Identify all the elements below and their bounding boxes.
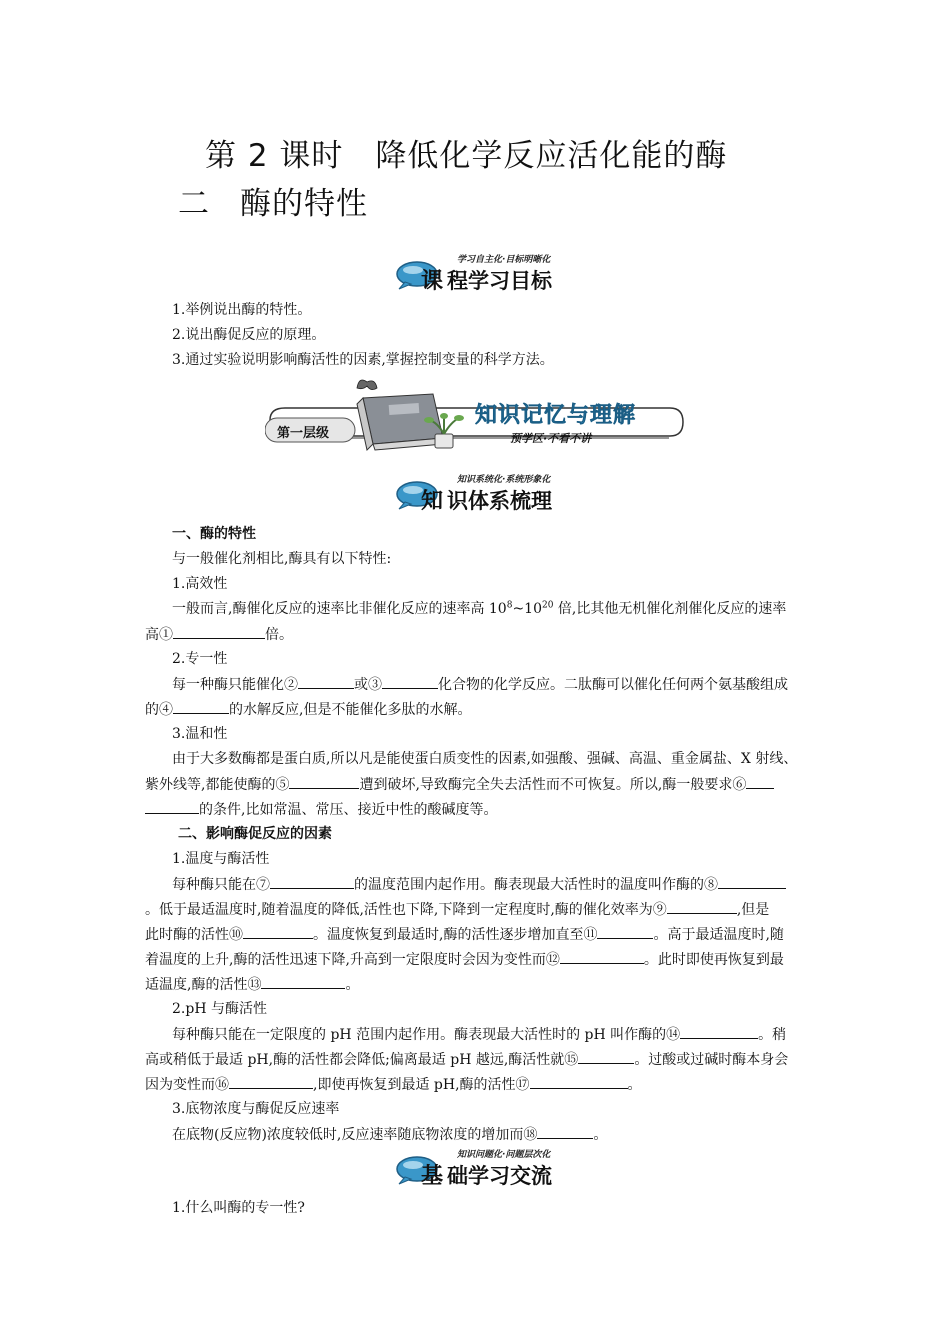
paragraph: 在底物(反应物)浓度较低时,反应速率随底物浓度的增加而⑱ 。 bbox=[172, 1124, 607, 1145]
banner-heading: 知 识体系梳理 bbox=[421, 489, 553, 514]
paragraph: 每种酶只能在⑦ 的温度范围内起作用。酶表现最大活性时的温度叫作酶的⑧ bbox=[172, 874, 786, 895]
paragraph: 因为变性而⑯ ,即使再恢复到最适 pH,酶的活性⑰ 。 bbox=[145, 1074, 642, 1095]
banner-heading: 课 程学习目标 bbox=[421, 269, 553, 294]
answer-blank[interactable] bbox=[530, 1074, 628, 1089]
answer-blank[interactable] bbox=[298, 674, 354, 689]
level-banner bbox=[265, 378, 685, 456]
paragraph: 高或稍低于最适 pH,酶的活性都会降低;偏离最适 pH 越远,酶活性就⑮ 。过酸或过碱时酶本身会 bbox=[145, 1049, 788, 1070]
answer-blank[interactable] bbox=[145, 799, 199, 814]
paragraph: 由于大多数酶都是蛋白质,所以凡是能使蛋白质变性的因素,如强酸、强碱、高温、重金属盐、X 射线、 bbox=[172, 751, 798, 767]
lesson-title: 第 2 课时 降低化学反应活化能的酶 bbox=[205, 138, 728, 174]
answer-blank[interactable] bbox=[537, 1124, 593, 1139]
level-title: 知识记忆与理解 bbox=[475, 403, 637, 428]
answer-blank[interactable] bbox=[667, 899, 737, 914]
question: 1.什么叫酶的专一性? bbox=[172, 1200, 305, 1216]
banner-learning-goals bbox=[395, 252, 565, 294]
objective-item: 3.通过实验说明影响酶活性的因素,掌握控制变量的科学方法。 bbox=[172, 352, 554, 368]
banner-tag: 知识系统化·系统形象化 bbox=[457, 475, 551, 485]
answer-blank[interactable] bbox=[718, 874, 786, 889]
paragraph: 一般而言,酶催化反应的速率比非催化反应的速率高 $10^8\sim 10^{20}$ 倍,比其他无机催化剂催化反应的速率 bbox=[172, 600, 787, 617]
answer-blank[interactable] bbox=[270, 874, 354, 889]
answer-blank[interactable] bbox=[173, 699, 229, 714]
section-title bbox=[178, 178, 368, 223]
paragraph: 每一种酶只能催化② 或③ 化合物的化学反应。二肽酶可以催化任何两个氨基酸组成 bbox=[172, 674, 788, 695]
section-heading: 二、影响酶促反应的因素 bbox=[178, 826, 332, 842]
paragraph: 的④ 的水解反应,但是不能催化多肽的水解。 bbox=[145, 699, 471, 720]
answer-blank[interactable] bbox=[243, 924, 313, 939]
answer-blank[interactable] bbox=[680, 1024, 758, 1039]
answer-blank[interactable] bbox=[173, 624, 265, 639]
paragraph: 每种酶只能在一定限度的 pH 范围内起作用。酶表现最大活性时的 pH 叫作酶的⑭ 。稍 bbox=[172, 1024, 786, 1045]
banner-basic-exchange bbox=[395, 1147, 565, 1189]
answer-blank[interactable] bbox=[560, 949, 644, 964]
answer-blank[interactable] bbox=[578, 1049, 634, 1064]
subheading: 3.温和性 bbox=[172, 726, 228, 742]
subheading: 1.高效性 bbox=[172, 576, 228, 592]
section-heading: 一、酶的特性 bbox=[172, 526, 256, 542]
paragraph: 着温度的上升,酶的活性迅速下降,升高到一定限度时会因为变性而⑫ 。此时即使再恢复到最 bbox=[145, 949, 784, 970]
subheading: 2.pH 与酶活性 bbox=[172, 1001, 267, 1017]
paragraph: 此时酶的活性⑩ 。温度恢复到最适时,酶的活性逐步增加直至⑪ 。高于最适温度时,随 bbox=[145, 924, 784, 945]
level-label: 第一层级 bbox=[277, 426, 330, 441]
paragraph: 紫外线等,都能使酶的⑤ 遭到破坏,导致酶完全失去活性而不可恢复。所以,酶一般要求⑥ bbox=[145, 774, 774, 795]
answer-blank[interactable] bbox=[229, 1074, 313, 1089]
objective-item: 1.举例说出酶的特性。 bbox=[172, 302, 312, 318]
banner-tag: 知识问题化·问题层次化 bbox=[457, 1150, 551, 1160]
subheading: 3.底物浓度与酶促反应速率 bbox=[172, 1101, 340, 1117]
answer-blank[interactable] bbox=[289, 774, 359, 789]
answer-blank[interactable] bbox=[746, 774, 774, 789]
answer-blank[interactable] bbox=[382, 674, 438, 689]
paragraph: 的条件,比如常温、常压、接近中性的酸碱度等。 bbox=[145, 799, 497, 820]
subheading: 2.专一性 bbox=[172, 651, 228, 667]
subheading: 1.温度与酶活性 bbox=[172, 851, 270, 867]
banner-tag: 学习自主化·目标明晰化 bbox=[457, 255, 551, 265]
paragraph: 与一般催化剂相比,酶具有以下特性: bbox=[172, 551, 392, 567]
objective-item: 2.说出酶促反应的原理。 bbox=[172, 327, 326, 343]
banner-knowledge-system bbox=[395, 472, 565, 514]
section-title-text: 酶的特性 bbox=[240, 186, 368, 222]
answer-blank[interactable] bbox=[261, 974, 345, 989]
paragraph: 高① 倍。 bbox=[145, 624, 293, 645]
section-number: 二 bbox=[178, 186, 210, 222]
paragraph: 。低于最适温度时,随着温度的降低,活性也下降,下降到一定程度时,酶的催化效率为⑨ ,但是 bbox=[145, 899, 769, 920]
answer-blank[interactable] bbox=[597, 924, 653, 939]
paragraph: 适温度,酶的活性⑬ 。 bbox=[145, 974, 359, 995]
banner-heading: 基 础学习交流 bbox=[421, 1164, 553, 1189]
level-subtitle: 预学区·不看不讲 bbox=[510, 432, 592, 445]
